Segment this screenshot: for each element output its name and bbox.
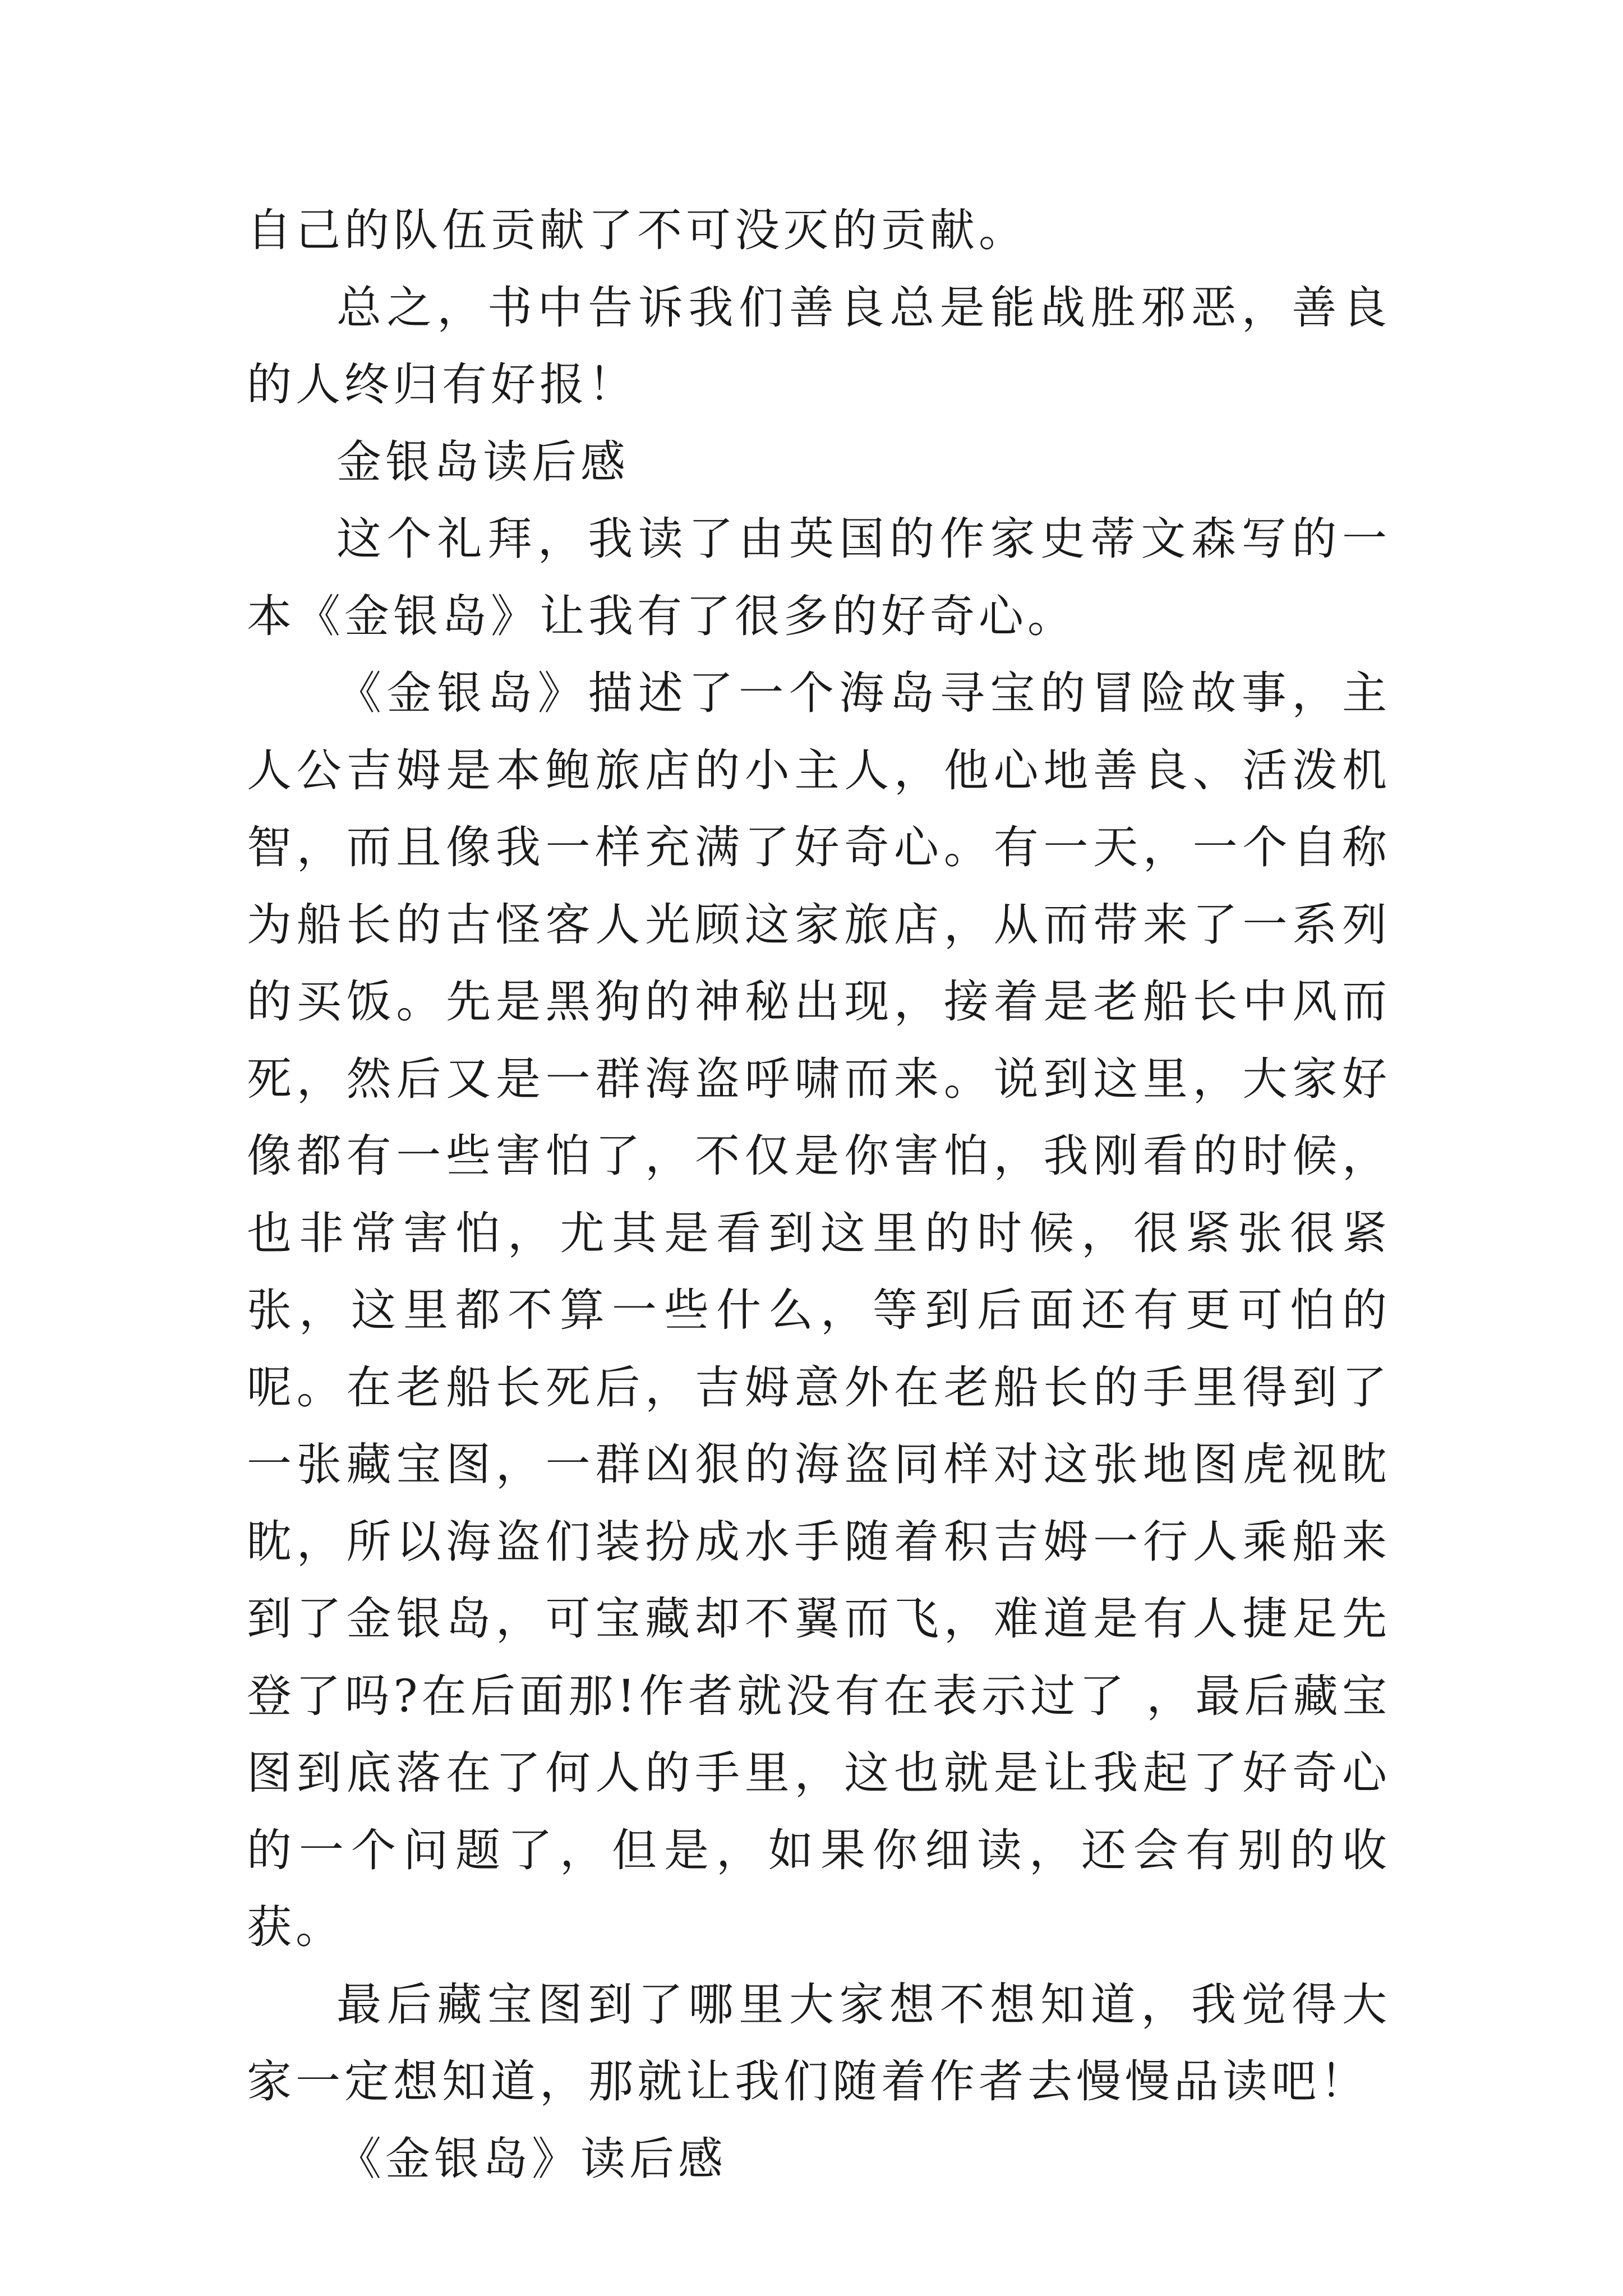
paragraph-1: 自己的队伍贡献了不可没灭的贡献。	[247, 204, 1027, 256]
section-heading-2: 《金银岛》读后感	[336, 2132, 727, 2185]
paragraph-4: 《金银岛》描述了一个海岛寻宝的冒险故事，主人公吉姆是本鲍旅店的小主人，他心地善良、活泼机智，而且像我一样充满了好奇心。有一天，一个自称为船长的古怪客人光顾这家旅店，从而带来了一系列的买饭。先是黑狗的神秘出现，接着是老船长中风而死，然后又是一群海盗呼啸而来。说到这里，大家好像都有一些害怕了，不仅是你害怕，我刚看的时候，也非常害怕，尤其是看到这里的时候，很紧张很紧张，这里都不算一些什么，等到后面还有更可怕的呢。在老船长死后，吉姆意外在老船长的手里得到了一张藏宝图，一群凶狠的海盗同样对这张地图虎视眈眈，所以海盗们装扮成水手随着积吉姆一行人乘船来到了金银岛，可宝藏却不翼而飞，难道是有人捷足先登了吗?在后面那!作者就没有在表示过了 ，最后藏宝图到底落在了何人的手里，这也就是让我起了好奇心的一个问题了，但是，如果你细读，还会有别的收获。	[247, 667, 1391, 1953]
paragraph-2: 总之，书中告诉我们善良总是能战胜邪恶，善良的人终归有好报！	[247, 281, 1391, 411]
document-body	[247, 192, 1391, 2197]
paragraph-5: 最后藏宝图到了哪里大家想不想知道，我觉得大家一定想知道，那就让我们随着作者去慢慢品读吧！	[247, 1978, 1391, 2108]
section-heading-1: 金银岛读后感	[336, 435, 629, 488]
paragraph-3: 这个礼拜，我读了由英国的作家史蒂文森写的一本《金银岛》让我有了很多的好奇心。	[247, 513, 1391, 642]
